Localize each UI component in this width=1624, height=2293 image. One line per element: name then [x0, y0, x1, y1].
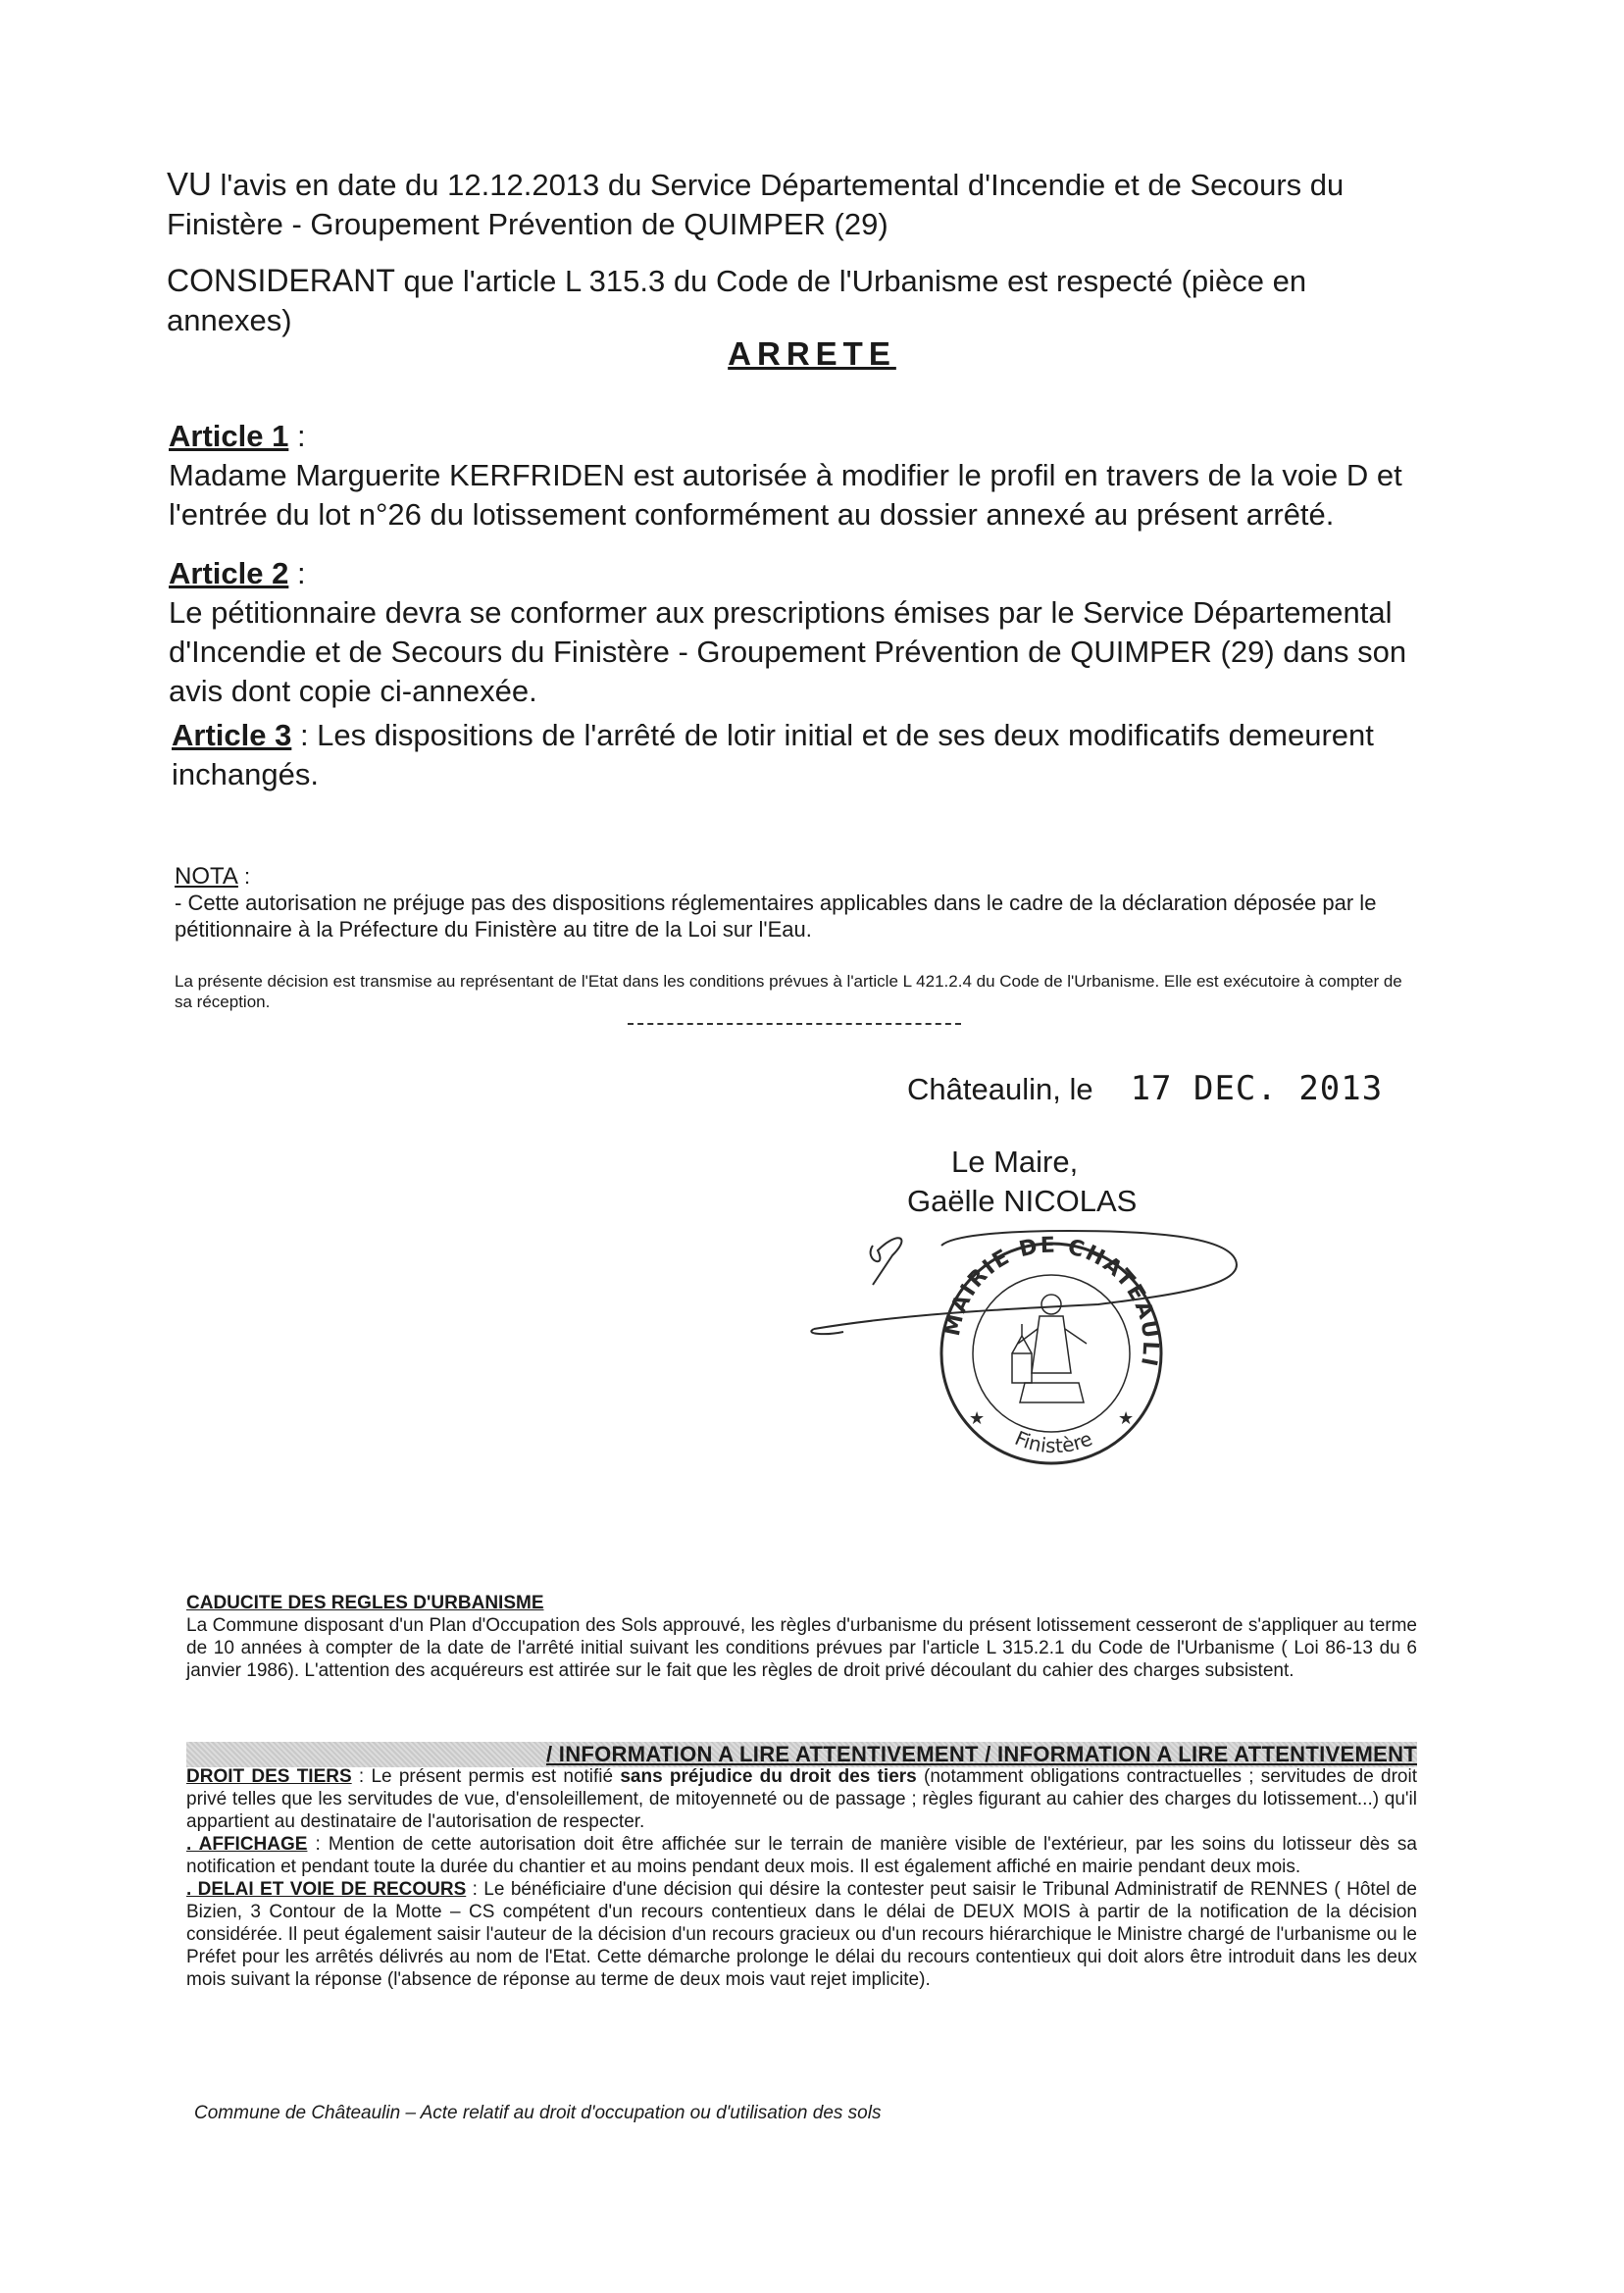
article-2	[169, 554, 1424, 711]
article-2-sep: :	[288, 556, 306, 590]
date-stamp: 17 DEC. 2013	[1130, 1069, 1384, 1108]
signature-stroke-tail	[811, 1329, 843, 1334]
article-1-sep: :	[288, 419, 306, 453]
caducite-block	[186, 1592, 1417, 1682]
droit-tiers-bold: sans préjudice du droit des tiers	[620, 1766, 917, 1787]
article-1	[169, 417, 1424, 535]
info-banner: / INFORMATION A LIRE ATTENTIVEMENT / INFORMATION A LIRE ATTENTIVEMENT	[186, 1742, 1417, 1767]
affichage-heading: . AFFICHAGE	[186, 1834, 308, 1855]
article-1-text: Madame Marguerite KERFRIDEN est autorisée à modifier le profil en travers de la voie D et l'entrée du lot n°26 du lotissement conformément au dossier annexé au présent arrêté.	[169, 458, 1402, 532]
considerant-text: que l'article L 315.3 du Code de l'Urbanisme est respecté (pièce en annexes)	[167, 264, 1307, 337]
nota-text: - Cette autorisation ne préjuge pas des dispositions réglementaires applicables dans le cadre de la déclaration déposée par le pétitionnaire à la Préfecture du Finistère au titre de la Loi sur l'Eau.	[175, 891, 1377, 942]
vu-paragraph	[167, 165, 1422, 244]
signatory-name: Gaëlle NICOLAS	[907, 1184, 1138, 1218]
article-2-heading: Article 2	[169, 556, 289, 590]
signature-stroke	[871, 1238, 902, 1285]
seal-star-right: ★	[1118, 1408, 1135, 1428]
footer-text: Commune de Châteaulin – Acte relatif au droit d'occupation ou d'utilisation des sols	[194, 2103, 882, 2123]
considerant-paragraph	[167, 261, 1422, 340]
article-3	[172, 716, 1427, 794]
signature-stamp-svg	[804, 1206, 1255, 1471]
caducite-text: La Commune disposant d'un Plan d'Occupation des Sols approuvé, les règles d'urbanisme du présent lotissement cesseront de s'appliquer au terme de 10 années à compter de la date de l'arrêté initial suivant les conditions prévues par l'article L 315.2.1 du Code de l'Urbanisme ( Loi 86-13 du 6 janvier 1986). L'attention des acquéreurs est attirée sur le fait que les règles de droit privé découlant du cahier des charges subsistent.	[186, 1615, 1417, 1681]
droit-tiers-heading: DROIT DES TIERS	[186, 1766, 352, 1787]
caducite-heading: CADUCITE DES REGLES D'URBANISME	[186, 1593, 544, 1613]
article-3-text: : Les dispositions de l'arrêté de lotir initial et de ses deux modificatifs demeurent inchangés.	[172, 718, 1374, 791]
seal-and-signature	[804, 1206, 1255, 1471]
seal-star-left: ★	[969, 1408, 986, 1428]
information-block	[186, 1765, 1417, 1991]
droit-tiers-text-a: : Le présent permis est notifié	[351, 1766, 621, 1787]
nota-heading: NOTA	[175, 863, 238, 890]
droit-tiers-text-b: (notamment obligations contractuelles ; servitudes de droit privé telles que les servitudes de vue, d'ensoleillement, de mitoyenneté ou de passage ; règles figurant au cahier des charges du lotissement...) qu'il appartient au destinataire de l'autorisation de respecter.	[186, 1766, 1417, 1832]
article-2-text: Le pétitionnaire devra se conformer aux prescriptions émises par le Service Départemental d'Incendie et de Secours du Finistère - Groupement Prévention de QUIMPER (29) dans son avis dont copie ci-annexée.	[169, 595, 1407, 708]
nota-block	[175, 863, 1410, 943]
vu-text: l'avis en date du 12.12.2013 du Service Départemental d'Incendie et de Secours du Finistère - Groupement Prévention de QUIMPER (29)	[167, 168, 1345, 241]
droit-tiers-paragraph	[186, 1765, 1417, 1833]
seal-bottom-text: Finistère	[1011, 1426, 1096, 1458]
affichage-paragraph	[186, 1833, 1417, 1878]
seal-inner-ring	[973, 1275, 1130, 1432]
seal-figure	[1012, 1295, 1087, 1402]
vu-label: VU	[167, 166, 212, 202]
recours-text: : Le bénéficiaire d'une décision qui désire la contester peut saisir le Tribunal Administratif de RENNES ( Hôtel de Bizien, 3 Contour de la Motte – CS compétent d'un recours contentieux dans le délai de DEUX MOIS à partir de la notification de la décision considérée. Il peut également saisir l'auteur de la décision d'un recours gracieux ou d'un recours hiérarchique le Ministre chargé de l'urbanisme ou le Préfet pour les arrêtés délivrés au nom de l'Etat. Cette démarche prolonge le délai du recours contentieux qui doit alors être introduit dans les deux mois suivant la réponse (l'absence de réponse au terme de deux mois vaut rejet implicite).	[186, 1879, 1417, 1990]
article-3-heading: Article 3	[172, 718, 292, 752]
presente-decision: La présente décision est transmise au représentant de l'Etat dans les conditions prévues à l'article L 421.2.4 du Code de l'Urbanisme. Elle est exécutoire à compter de sa réception.	[175, 972, 1402, 1011]
affichage-text: : Mention de cette autorisation doit être affichée sur le terrain de manière visible de l'extérieur, par les soins du lotisseur dès sa notification et pendant toute la durée du chantier et au moins pendant deux mois. Il est également affiché en mairie pendant deux mois.	[186, 1834, 1417, 1877]
recours-heading: . DELAI ET VOIE DE RECOURS	[186, 1879, 467, 1900]
article-1-heading: Article 1	[169, 419, 289, 453]
separator-dashes	[628, 1023, 961, 1025]
nota-sep: :	[237, 864, 251, 889]
recours-paragraph	[186, 1878, 1417, 1991]
seal-top-text: MAIRIE DE CHATEAULI	[939, 1233, 1163, 1370]
signatory-title: Le Maire,	[951, 1145, 1079, 1179]
place-date	[907, 1069, 1397, 1109]
arrete-title: ARRETE	[728, 335, 896, 372]
place: Châteaulin, le	[907, 1072, 1093, 1106]
considerant-label: CONSIDERANT	[167, 263, 395, 298]
